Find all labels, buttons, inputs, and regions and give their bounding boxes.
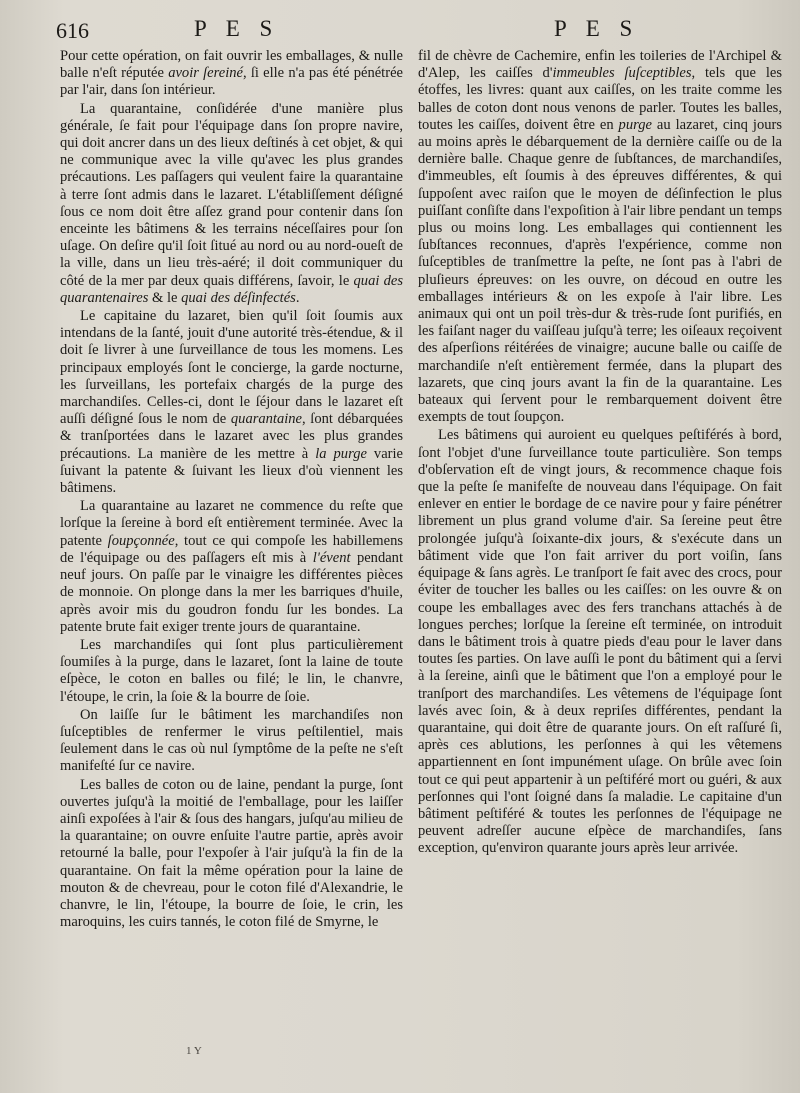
paragraph	[418, 427, 782, 857]
text-run: La quarantaine au lazaret ne commence du reſte que lorſque la ſereine à bord eſt entièrement terminée. Avec la patente	[60, 498, 403, 549]
paragraph	[60, 48, 403, 100]
text-run: Le capitaine du lazaret, bien qu'il ſoit ſoumis aux intendans de la ſanté, jouit d'une autorité très-étendue, & il doit ſe livrer à une ſurveillance de tous les momens. Les principaux employés ſont le concierge, la garde nocturne, les ſurveillans, les portefaix chargés de la purge des marchandiſes. Celles-ci, dont le ſéjour dans le lazaret eſt auſſi déſigné ſous le nom de	[60, 308, 403, 428]
text-run: Les balles de coton ou de laine, pendant la purge, ſont ouvertes juſqu'à la moitié de l'emballage, pour les laiſſer ainſi expoſées à l'air & ſous des hangars, juſqu'au milieu de la quarantaine; on ouvre enſuite l'autre partie, après avoir retourné la balle, pour l'expoſer à l'air juſqu'à la fin de la quarantaine. On fait la même opération pour la laine de mouton & de chevreau, pour le coton filé d'Alexandrie, le chanvre, le lin, l'étoupe, la bourre de ſoie, le crin, les maroquins, les cuirs tannés, le coton filé de Smyrne, le	[60, 776, 403, 931]
italic-term: purge	[618, 116, 652, 133]
text-run: .	[295, 289, 300, 306]
text-run: fil de chèvre de Cachemire, enfin les toileries de l'Archipel & d'Alep, les caiſſes d'	[418, 48, 782, 82]
text-run: , tout ce qui compoſe les habillemens de l'équipage ou des paſſagers eſt mis à	[60, 532, 403, 566]
text-run: , tels que les étoffes, les livres: quant aux caiſſes, on les traite comme les balles de coton dont nous venons de parler. Toutes les balles, toutes les caiſſes, doivent être en	[418, 65, 782, 133]
page-number: 616	[56, 18, 89, 43]
italic-term: la purge	[315, 445, 367, 462]
text-run: La quarantaine, conſidérée d'une manière plus générale, ſe fait pour l'équipage dans ſon propre navire, qui doit ancrer dans un des lieux deſtinés à cet objet, & qui ne communique avec la ville qu'avec les plus grandes précautions. Les paſſagers qui veulent faire la quarantaine à terre ſont admis dans le lazaret. L'établiſſement déſigné ſous ce nom doit être aſſez grand pour contenir dans ſon enceinte les bâtimens & les terrains néceſſaires pour ſon uſage. On deſire qu'il ſoit ſitué au nord ou au nord-oueſt de la ville, dans un lieu très-aéré; il doit communiquer du côté de la mer par deux quais différens, ſavoir, le	[60, 100, 403, 289]
italic-term: immeubles ſuſceptibles	[552, 65, 692, 82]
right-column	[418, 48, 782, 858]
italic-term: ſoupçonnée	[107, 532, 175, 549]
paragraph	[60, 498, 403, 636]
text-run: & le	[148, 289, 182, 306]
paragraph	[60, 777, 403, 932]
paragraph	[60, 707, 403, 776]
text-run: Les bâtimens qui auroient eu quelques peſtiférés à bord, ſont l'objet d'une ſurveillance toute particulière. Son temps d'obſervation eſt de vingt jours, & recommence chaque fois que la peſte ſe manifeſte de nouveau dans l'équipage. On fait enlever en entier le bordage de ce navire pour y faire pénétrer librement un plus grand volume d'air. Sa ſereine peut être prolongée juſqu'à ſoixante-dix jours, & s'exécute dans un bâtiment vide que l'on fait arriver du port voiſin, ſans équipage & ſans agrès. Le tranſport ſe fait avec des crocs, pour éviter de toucher les balles ou les caiſſes: on les ouvre & on coupe les emballages avec des fers tranchans attachés à de longues perches; lorſque la ſereine eſt terminée, on introduit dans le bâtiment trois à quatre pieds d'eau pour le laver dans toutes ſes parties. On lave auſſi le pont du bâtiment qui a ſervi à la ſereine, ainſi que le bâtiment que l'on a employé pour le tranſport des marchandiſes. Les vêtemens de l'équipage ſont lavés avec ſoin, & à deux repriſes différentes, pendant la quarantaine, qui doit être de quarante jours. On eſt raſſuré ſi, après ces ablutions, les perſonnes à qui les vêtemens appartiennent en ſont impunément uſage. On brûle avec ſoin tout ce qui peut appartenir à un peſtiféré mort ou guéri, & aux perſonnes qui l'ont ſoigné dans ſa maladie. Le capitaine d'un bâtiment peſtiféré & toutes les perſonnes de l'équipage ne peuvent adreſſer aucune eſpèce de marchandiſes, ſans exception, qu'environ quarante jours après leur arrivée.	[418, 427, 782, 857]
italic-term: avoir ſereiné	[168, 65, 243, 82]
left-column	[60, 48, 403, 931]
paragraph	[60, 637, 403, 706]
text-run: Les marchandiſes qui ſont plus particulièrement ſoumiſes à la purge, dans le lazaret, ſont la laine de toute eſpèce, le coton en balles ou filé; le lin, le chanvre, l'étoupe, le crin, la ſoie & la bourre de ſoie.	[60, 636, 403, 705]
running-head-left: P E S	[194, 16, 280, 41]
page-header	[56, 16, 781, 46]
paragraph	[60, 308, 403, 497]
paragraph	[418, 48, 782, 426]
running-head-right: P E S	[554, 16, 640, 41]
text-run: varie ſuivant la patente & ſuivant les lieux d'où viennent les bâtimens.	[60, 445, 403, 497]
text-run: , ſi elle n'a pas été pénétrée par l'air, dans ſon intérieur.	[60, 65, 403, 99]
text-run: au lazaret, cinq jours au moins après le débarquement de la dernière caiſſe ou de la dernière balle. Chaque genre de ſubſtances, de marchandiſes, d'immeubles, eſt ſoumis à des épreuves différentes, & qui ſuppoſent avec raiſon que le moyen de déſinfection le plus puiſſant conſiſte dans l'expoſition à l'air libre pendant un temps plus ou moins long. Les emballages qui contiennent les ſubſtances reconnues, d'après l'expérience, comme non ſuſceptibles de tranſmettre la peſte, ne ſont pas à l'abri de pluſieurs épreuves: on les ouvre, on découd en outre les emballages intérieurs & on les expoſe à l'air libre. Les animaux qui ont un poil très-dur & très-rude ſont purifiés, en les faiſant nager du vaiſſeau juſqu'à terre; les oiſeaux reçoivent des aſperſions réitérées de vinaigre; aucune balle ou caiſſe de marchandiſe n'eſt entièrement fermée, dans la plupart des lazarets, que cinq jours avant la fin de la quarantaine. Les bateaux qui ſervent pour le rembarquement doivent être exempts de tout ſoupçon.	[418, 116, 782, 426]
italic-term: quai des quarantenaires	[60, 272, 404, 306]
text-run: , ſont débarquées & tranſportées dans le lazaret avec les plus grandes précautions. La manière de les mettre à	[60, 411, 403, 462]
italic-term: quarantaine	[230, 411, 303, 428]
italic-term: l'évent	[312, 549, 351, 566]
text-run: Pour cette opération, on fait ouvrir les emballages, & nulle balle n'eſt réputée	[60, 48, 403, 82]
signature-mark: 1 Y	[186, 1045, 202, 1057]
text-run: pendant neuf jours. On paſſe par le vinaigre les différentes pièces de monnoie. On plonge dans la mer les barriques d'huile, après avoir mis du goudron fondu ſur les bondes. La patente brute fait exiger trente jours de quarantaine.	[60, 549, 403, 635]
italic-term: quai des déſinfectés	[181, 289, 296, 306]
paragraph	[60, 101, 403, 307]
text-run: On laiſſe ſur le bâtiment les marchandiſes non ſuſceptibles de renfermer le virus peſtilentiel, mais ſeulement dans le cas où nul ſymptôme de la peſte ne s'eſt manifeſté ſur ce navire.	[60, 706, 403, 775]
